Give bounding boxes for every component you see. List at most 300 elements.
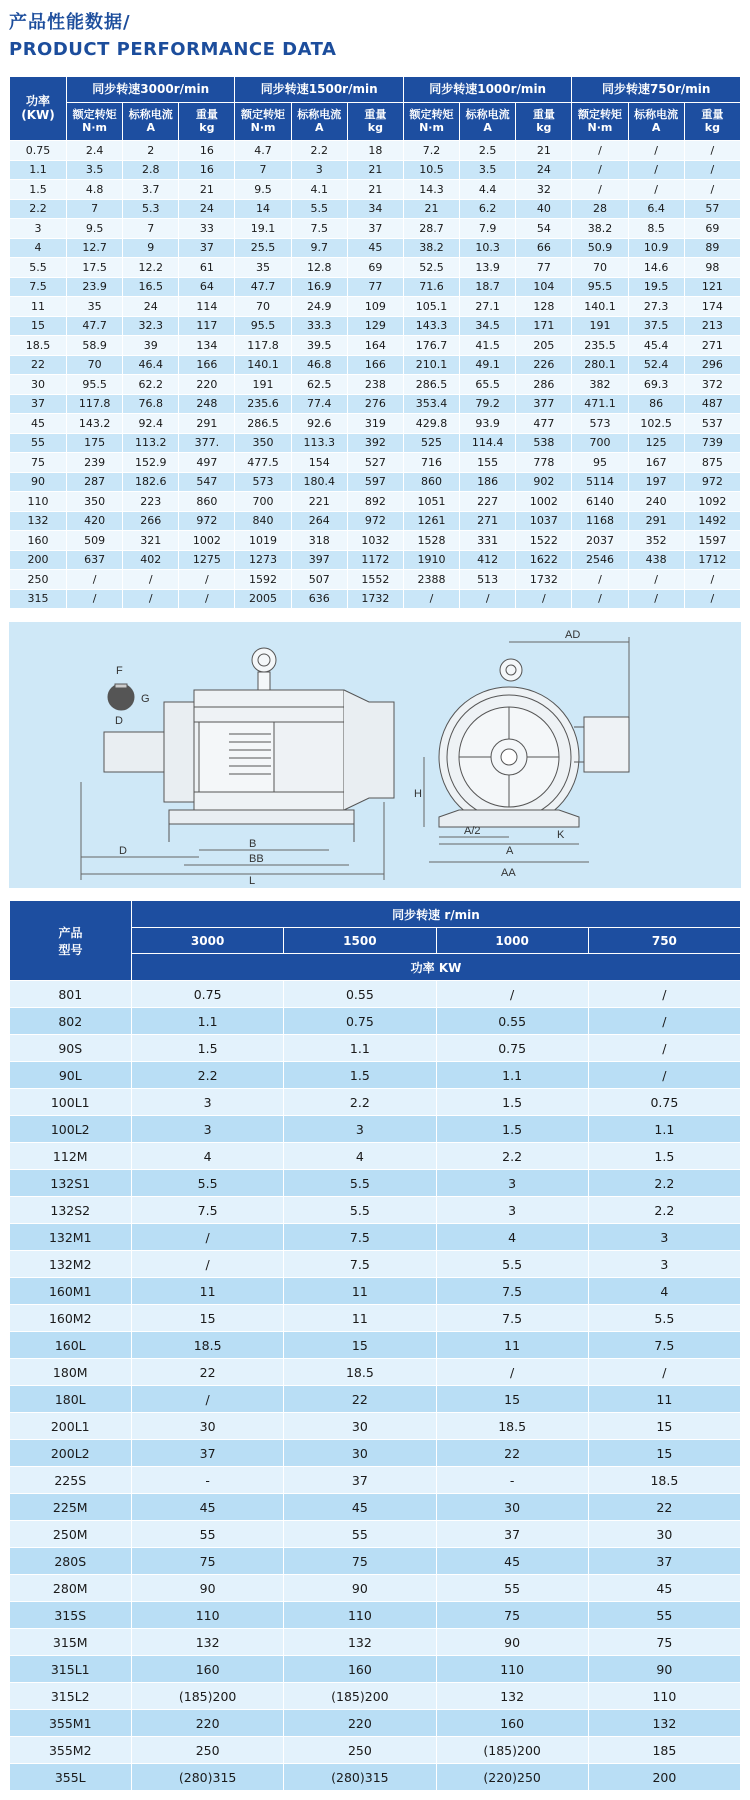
table-row (10, 1143, 741, 1170)
table-row (10, 219, 741, 239)
sub-header: 重量 kg (684, 103, 740, 141)
table-cell: 62.5 (291, 375, 347, 395)
table-cell: 18.5 (588, 1467, 740, 1494)
table-cell: 49.1 (460, 355, 516, 375)
table-cell: 180M (10, 1359, 132, 1386)
table-cell: 70 (67, 355, 123, 375)
table-cell: 18 (347, 141, 403, 161)
table-cell: - (132, 1467, 284, 1494)
table-cell: 55 (10, 433, 67, 453)
table-cell: 477.5 (235, 453, 291, 473)
table-cell: 15 (10, 316, 67, 336)
table-cell: 235.6 (235, 394, 291, 414)
table-cell: 92.4 (123, 414, 179, 434)
table-cell: 739 (684, 433, 740, 453)
table-cell: 1.5 (436, 1089, 588, 1116)
table-cell: 4 (10, 238, 67, 258)
table-row (10, 531, 741, 551)
table-cell: 286.5 (403, 375, 459, 395)
table-cell: 21 (347, 180, 403, 200)
table-cell: 497 (179, 453, 235, 473)
table-cell: 350 (235, 433, 291, 453)
table-cell: 7.5 (10, 277, 67, 297)
table-cell: / (572, 570, 628, 590)
table-row (10, 1170, 741, 1197)
table-cell: 37 (284, 1467, 436, 1494)
table-cell: 350 (67, 492, 123, 512)
table-cell: 176.7 (403, 336, 459, 356)
table-cell: 420 (67, 511, 123, 531)
speed-group-1000: 同步转速1000r/min (403, 77, 571, 103)
table-cell: 132 (284, 1629, 436, 1656)
table-cell: 0.75 (436, 1035, 588, 1062)
table-cell: 128 (516, 297, 572, 317)
table-cell: 79.2 (460, 394, 516, 414)
sub-header: 标称电流 A (291, 103, 347, 141)
table-row (10, 1602, 741, 1629)
table-cell: 1051 (403, 492, 459, 512)
table-cell: 37 (10, 394, 67, 414)
table-cell: 12.8 (291, 258, 347, 278)
table-row (10, 1521, 741, 1548)
table-cell: 143.3 (403, 316, 459, 336)
table-cell: 527 (347, 453, 403, 473)
table-cell: 10.5 (403, 160, 459, 180)
table-cell: 19.5 (628, 277, 684, 297)
table-cell: 132 (436, 1683, 588, 1710)
table-cell: 875 (684, 453, 740, 473)
motor-side-view (81, 648, 394, 880)
table-cell: 3 (436, 1170, 588, 1197)
table-cell: 75 (132, 1548, 284, 1575)
table-cell: / (572, 141, 628, 161)
power-header: 功率 (KW) (10, 77, 67, 141)
table-cell: 200L1 (10, 1413, 132, 1440)
table-cell: 7 (123, 219, 179, 239)
table-cell: 352 (628, 531, 684, 551)
table-cell: 1032 (347, 531, 403, 551)
table-cell: 24 (179, 199, 235, 219)
table-cell: 5.5 (284, 1170, 436, 1197)
table-row (10, 394, 741, 414)
table-cell: 2.2 (284, 1089, 436, 1116)
table-cell: 113.2 (123, 433, 179, 453)
table-row (10, 1548, 741, 1575)
table-cell: 15 (284, 1332, 436, 1359)
table-cell: 17.5 (67, 258, 123, 278)
table-row (10, 1575, 741, 1602)
table-cell: 5.5 (436, 1251, 588, 1278)
table-cell: 16 (179, 160, 235, 180)
table-cell: (185)200 (284, 1683, 436, 1710)
table-cell: 287 (67, 472, 123, 492)
table-cell: 220 (284, 1710, 436, 1737)
table-cell: / (67, 589, 123, 609)
table-row (10, 1089, 741, 1116)
table-cell: 95.5 (572, 277, 628, 297)
table-cell: 972 (179, 511, 235, 531)
table-cell: 185 (588, 1737, 740, 1764)
table-cell: 225S (10, 1467, 132, 1494)
table-cell: 9.5 (67, 219, 123, 239)
table-cell: 331 (460, 531, 516, 551)
table-cell: 32.3 (123, 316, 179, 336)
table-cell: 7.2 (403, 141, 459, 161)
table-row (10, 297, 741, 317)
table-cell: 37 (132, 1440, 284, 1467)
table-cell: 10.3 (460, 238, 516, 258)
table-cell: 45 (588, 1575, 740, 1602)
table-cell: / (123, 589, 179, 609)
table-cell: 117.8 (235, 336, 291, 356)
table-cell: (185)200 (132, 1683, 284, 1710)
table-cell: 1.5 (436, 1116, 588, 1143)
dim-label-f: F (116, 665, 123, 677)
dim-label-k: K (557, 829, 565, 841)
sub-header: 重量 kg (179, 103, 235, 141)
table-cell: 382 (572, 375, 628, 395)
table-row (10, 492, 741, 512)
table-cell: 152.9 (123, 453, 179, 473)
table-cell: 2388 (403, 570, 459, 590)
table-cell: / (572, 180, 628, 200)
table-cell: 972 (347, 511, 403, 531)
sub-header: 额定转矩 N·m (235, 103, 291, 141)
table-row (10, 1224, 741, 1251)
table-cell: 227 (460, 492, 516, 512)
table-cell: 37 (179, 238, 235, 258)
table-cell: 240 (628, 492, 684, 512)
table-cell: 90 (132, 1575, 284, 1602)
table-cell: 39 (123, 336, 179, 356)
speed-column-header: 3000 (132, 928, 284, 954)
table-cell: 38.2 (403, 238, 459, 258)
table-cell: 154 (291, 453, 347, 473)
table-cell: 12.7 (67, 238, 123, 258)
table-cell: 105.1 (403, 297, 459, 317)
table-cell: 90 (588, 1656, 740, 1683)
table-cell: / (588, 1035, 740, 1062)
table-cell: 160L (10, 1332, 132, 1359)
table-cell: 174 (684, 297, 740, 317)
table-cell: 271 (460, 511, 516, 531)
table-cell: 175 (67, 433, 123, 453)
table-cell: 1910 (403, 550, 459, 570)
table-cell: 1.5 (10, 180, 67, 200)
table-cell: 213 (684, 316, 740, 336)
table-cell: 28 (572, 199, 628, 219)
table-cell: 2.5 (460, 141, 516, 161)
table-cell: 14 (235, 199, 291, 219)
table-row (10, 472, 741, 492)
table-cell: 109 (347, 297, 403, 317)
table-cell: 1.1 (132, 1008, 284, 1035)
table-cell: 93.9 (460, 414, 516, 434)
table-cell: 15 (132, 1305, 284, 1332)
table-cell: 35 (235, 258, 291, 278)
table-cell: 220 (132, 1710, 284, 1737)
dim-label-bb: BB (249, 853, 264, 865)
table-cell: 90 (284, 1575, 436, 1602)
speed-group-1500: 同步转速1500r/min (235, 77, 403, 103)
table-cell: 2.2 (10, 199, 67, 219)
table-cell: 513 (460, 570, 516, 590)
table-row (10, 1386, 741, 1413)
table-cell: 1.1 (284, 1035, 436, 1062)
table-cell: 110 (10, 492, 67, 512)
table-cell: 7 (235, 160, 291, 180)
table-cell: 4 (436, 1224, 588, 1251)
table-cell: 2 (123, 141, 179, 161)
table-row (10, 1683, 741, 1710)
table-cell: 250 (132, 1737, 284, 1764)
table-cell: / (179, 589, 235, 609)
table-cell: 102.5 (628, 414, 684, 434)
table-cell: 54 (516, 219, 572, 239)
sub-header: 重量 kg (516, 103, 572, 141)
table-row (10, 453, 741, 473)
table-cell: 4 (132, 1143, 284, 1170)
table-cell: 355M2 (10, 1737, 132, 1764)
table-cell: 39.5 (291, 336, 347, 356)
table-cell: 45 (284, 1494, 436, 1521)
table-cell: 223 (123, 492, 179, 512)
table-cell: 250 (10, 570, 67, 590)
table-cell: 114.4 (460, 433, 516, 453)
table-cell: 55 (436, 1575, 588, 1602)
speed-group-3000: 同步转速3000r/min (67, 77, 235, 103)
table-cell: 315L2 (10, 1683, 132, 1710)
table-cell: 37.5 (628, 316, 684, 336)
table-cell: / (628, 160, 684, 180)
table-cell: 90S (10, 1035, 132, 1062)
table-cell: 286.5 (235, 414, 291, 434)
table-cell: 16.9 (291, 277, 347, 297)
table-cell: 180L (10, 1386, 132, 1413)
table-cell: 2.2 (132, 1062, 284, 1089)
table-cell: 801 (10, 981, 132, 1008)
table-row (10, 238, 741, 258)
table-cell: 802 (10, 1008, 132, 1035)
table-cell: 23.9 (67, 277, 123, 297)
table-row (10, 180, 741, 200)
motor-dimension-diagram (9, 622, 741, 888)
table-cell: 0.55 (436, 1008, 588, 1035)
table-cell: 280M (10, 1575, 132, 1602)
table-cell: 40 (516, 199, 572, 219)
table-cell: (220)250 (436, 1764, 588, 1791)
table-cell: 160 (436, 1710, 588, 1737)
table-cell: 22 (284, 1386, 436, 1413)
table-cell: / (132, 1386, 284, 1413)
table-cell: 27.3 (628, 297, 684, 317)
table-cell: 355L (10, 1764, 132, 1791)
table-cell: 1037 (516, 511, 572, 531)
table-cell: 4 (284, 1143, 436, 1170)
table-cell: 2.2 (291, 141, 347, 161)
table-cell: 22 (588, 1494, 740, 1521)
dim-label-b: B (249, 838, 257, 850)
table-cell: 69 (347, 258, 403, 278)
table-cell: / (436, 981, 588, 1008)
table-cell: 110 (588, 1683, 740, 1710)
table-cell: 280S (10, 1548, 132, 1575)
table-cell: 34 (347, 199, 403, 219)
table-cell: / (572, 160, 628, 180)
table-cell: 2.8 (123, 160, 179, 180)
table-cell: 318 (291, 531, 347, 551)
table-cell: / (132, 1224, 284, 1251)
table-cell: 71.6 (403, 277, 459, 297)
table-cell: 5.3 (123, 199, 179, 219)
table-cell: 16.5 (123, 277, 179, 297)
table-cell: 30 (436, 1494, 588, 1521)
table-cell: / (684, 160, 740, 180)
table-cell: 197 (628, 472, 684, 492)
table-cell: 110 (436, 1656, 588, 1683)
table-cell: 155 (460, 453, 516, 473)
table-cell: 392 (347, 433, 403, 453)
table-cell: / (67, 570, 123, 590)
table-cell: 191 (572, 316, 628, 336)
table-cell: 15 (588, 1440, 740, 1467)
table-cell: 160M2 (10, 1305, 132, 1332)
table-cell: 5.5 (588, 1305, 740, 1332)
table-cell: 286 (516, 375, 572, 395)
table-cell: 24 (516, 160, 572, 180)
table-cell: 9.7 (291, 238, 347, 258)
table-cell: 2.2 (588, 1197, 740, 1224)
table-cell: 3.5 (460, 160, 516, 180)
table-cell: 15 (588, 1413, 740, 1440)
table-cell: 69.3 (628, 375, 684, 395)
table-cell: 11 (132, 1278, 284, 1305)
table-cell: 77 (347, 277, 403, 297)
table-row (10, 1629, 741, 1656)
table-cell: 167 (628, 453, 684, 473)
table-cell: 14.3 (403, 180, 459, 200)
table-cell: 238 (347, 375, 403, 395)
table-cell: 125 (628, 433, 684, 453)
table-cell: (185)200 (436, 1737, 588, 1764)
table-cell: 65.5 (460, 375, 516, 395)
table-cell: 171 (516, 316, 572, 336)
table-cell: 200 (10, 550, 67, 570)
power-kw-header: 功率 KW (132, 954, 741, 981)
table-cell: 1597 (684, 531, 740, 551)
section-title-en: PRODUCT PERFORMANCE DATA (9, 39, 337, 60)
table-cell: 0.75 (284, 1008, 436, 1035)
table-cell: 58.9 (67, 336, 123, 356)
sub-header: 额定转矩 N·m (67, 103, 123, 141)
dim-label-aa: AA (501, 867, 516, 879)
table-cell: / (516, 589, 572, 609)
speed-column-header: 750 (588, 928, 740, 954)
table-cell: 2005 (235, 589, 291, 609)
table-cell: 143.2 (67, 414, 123, 434)
table-cell: 180.4 (291, 472, 347, 492)
table-cell: - (436, 1467, 588, 1494)
table-cell: 41.5 (460, 336, 516, 356)
table-cell: 45 (436, 1548, 588, 1575)
table-cell: 355M1 (10, 1710, 132, 1737)
table-cell: 235.5 (572, 336, 628, 356)
table-cell: 315M (10, 1629, 132, 1656)
table-row (10, 589, 741, 609)
table-cell: 121 (684, 277, 740, 297)
table-cell: 7.5 (436, 1305, 588, 1332)
table-cell: / (588, 1008, 740, 1035)
table-cell: 90 (10, 472, 67, 492)
table-cell: 7.5 (291, 219, 347, 239)
table-cell: 75 (284, 1548, 436, 1575)
table-cell: 16 (179, 141, 235, 161)
table-row (10, 981, 741, 1008)
table-cell: / (460, 589, 516, 609)
dim-label-g: G (141, 693, 150, 705)
table-cell: 92.6 (291, 414, 347, 434)
table-cell: 1592 (235, 570, 291, 590)
table-cell: 33.3 (291, 316, 347, 336)
table-cell: 1622 (516, 550, 572, 570)
table-row (10, 1359, 741, 1386)
table-cell: 239 (67, 453, 123, 473)
table-cell: 30 (10, 375, 67, 395)
table-cell: 11 (284, 1305, 436, 1332)
table-cell: 160 (10, 531, 67, 551)
table-cell: 4 (588, 1278, 740, 1305)
table-cell: / (403, 589, 459, 609)
table-cell: 1.1 (436, 1062, 588, 1089)
table-cell: 186 (460, 472, 516, 492)
table-row (10, 1440, 741, 1467)
table-cell: 22 (132, 1359, 284, 1386)
table-cell: 226 (516, 355, 572, 375)
table-row (10, 1710, 741, 1737)
table-cell: 353.4 (403, 394, 459, 414)
table-cell: 7.5 (132, 1197, 284, 1224)
table-cell: 132 (132, 1629, 284, 1656)
dim-label-a-half: A/2 (464, 825, 481, 837)
table-cell: 1275 (179, 550, 235, 570)
table-cell: 4.4 (460, 180, 516, 200)
table-cell: 30 (132, 1413, 284, 1440)
table-cell: 972 (684, 472, 740, 492)
table-cell: 21 (516, 141, 572, 161)
model-power-table (9, 900, 741, 1791)
table-cell: 19.1 (235, 219, 291, 239)
table-cell: 37 (588, 1548, 740, 1575)
speed-header: 同步转速 r/min (132, 901, 741, 928)
table-cell: 55 (132, 1521, 284, 1548)
table-cell: 3 (436, 1197, 588, 1224)
table-cell: 11 (436, 1332, 588, 1359)
table-cell: 5.5 (132, 1170, 284, 1197)
table-cell: 166 (179, 355, 235, 375)
table-cell: 45.4 (628, 336, 684, 356)
table-cell: 5.5 (291, 199, 347, 219)
table-cell: 18.5 (10, 336, 67, 356)
table-cell: 597 (347, 472, 403, 492)
sub-header: 重量 kg (347, 103, 403, 141)
table-cell: / (123, 570, 179, 590)
table-cell: 100L2 (10, 1116, 132, 1143)
table-cell: 50.9 (572, 238, 628, 258)
table-cell: 5.5 (10, 258, 67, 278)
table-cell: 2.4 (67, 141, 123, 161)
table-cell: 6140 (572, 492, 628, 512)
table-cell: 573 (235, 472, 291, 492)
